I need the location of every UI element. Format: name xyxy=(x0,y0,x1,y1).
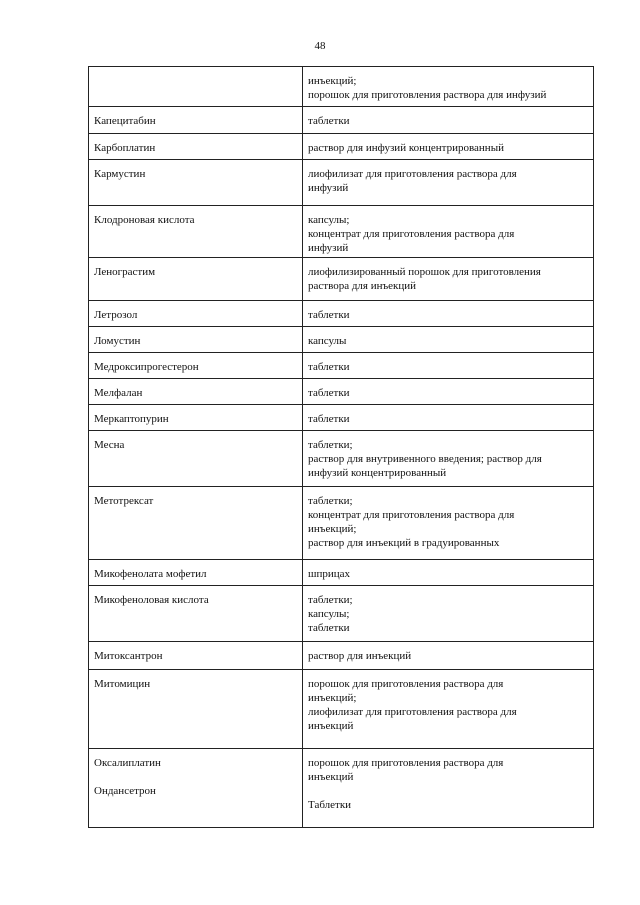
table-row xyxy=(89,107,594,134)
drug-name-cell: Кармустин xyxy=(89,160,303,206)
drug-name-cell: Клодроновая кислота xyxy=(89,206,303,258)
drug-name-cell: Меркаптопурин xyxy=(89,405,303,431)
drug-name-cell: Митомицин xyxy=(89,670,303,749)
drug-name-cell: Мелфалан xyxy=(89,379,303,405)
dosage-form-cell: таблетки; капсулы; таблетки xyxy=(303,586,594,642)
drug-name-cell: Микофенолата мофетил xyxy=(89,560,303,586)
table-row xyxy=(89,206,594,258)
table-row xyxy=(89,67,594,107)
drug-name-cell: Ленограстим xyxy=(89,258,303,301)
dosage-form-cell: раствор для инъекций xyxy=(303,642,594,670)
drug-name-cell: Летрозол xyxy=(89,301,303,327)
drug-name-cell: Карбоплатин xyxy=(89,134,303,160)
drug-name-cell: Месна xyxy=(89,431,303,487)
dosage-form-cell: инъекций; порошок для приготовления раствора для инфузий xyxy=(303,67,594,107)
table-row xyxy=(89,301,594,327)
drug-name-cell: Ломустин xyxy=(89,327,303,353)
table-row xyxy=(89,327,594,353)
drug-name-cell: Метотрексат xyxy=(89,487,303,560)
drug-name-cell: Митоксантрон xyxy=(89,642,303,670)
table-row xyxy=(89,431,594,487)
table-row xyxy=(89,749,594,828)
dosage-form-cell: раствор для инфузий концентрированный xyxy=(303,134,594,160)
drug-name-cell xyxy=(89,67,303,107)
drug-name-cell: Капецитабин xyxy=(89,107,303,134)
dosage-form-cell: порошок для приготовления раствора для инъекций; лиофилизат для приготовления раствора для инъекций xyxy=(303,670,594,749)
table-row xyxy=(89,642,594,670)
table-row xyxy=(89,258,594,301)
page-number: 48 xyxy=(314,40,326,52)
dosage-form-cell: лиофилизат для приготовления раствора для инфузий xyxy=(303,160,594,206)
dosage-form-cell: таблетки xyxy=(303,405,594,431)
table-row xyxy=(89,379,594,405)
dosage-form-cell: порошок для приготовления раствора для инъекций Таблетки xyxy=(303,749,594,828)
dosage-form-cell: лиофилизированный порошок для приготовления раствора для инъекций xyxy=(303,258,594,301)
table-row xyxy=(89,134,594,160)
table-row xyxy=(89,670,594,749)
drug-name-cell: Микофеноловая кислота xyxy=(89,586,303,642)
drug-name-cell: Медроксипрогестерон xyxy=(89,353,303,379)
drug-name-cell: Оксалиплатин Ондансетрон xyxy=(89,749,303,828)
dosage-form-cell: таблетки xyxy=(303,379,594,405)
dosage-form-cell: таблетки; концентрат для приготовления раствора для инъекций; раствор для инъекций в градуированных xyxy=(303,487,594,560)
drug-table xyxy=(88,66,594,828)
dosage-form-cell: таблетки xyxy=(303,301,594,327)
dosage-form-cell: таблетки; раствор для внутривенного введения; раствор для инфузий концентрированный xyxy=(303,431,594,487)
dosage-form-cell: шприцах xyxy=(303,560,594,586)
dosage-form-cell: капсулы; концентрат для приготовления раствора для инфузий xyxy=(303,206,594,258)
dosage-form-cell: таблетки xyxy=(303,107,594,134)
table-row xyxy=(89,160,594,206)
table-row xyxy=(89,405,594,431)
table-row xyxy=(89,586,594,642)
dosage-form-cell: таблетки xyxy=(303,353,594,379)
table-row xyxy=(89,353,594,379)
table-row xyxy=(89,487,594,560)
table-row xyxy=(89,560,594,586)
dosage-form-cell: капсулы xyxy=(303,327,594,353)
